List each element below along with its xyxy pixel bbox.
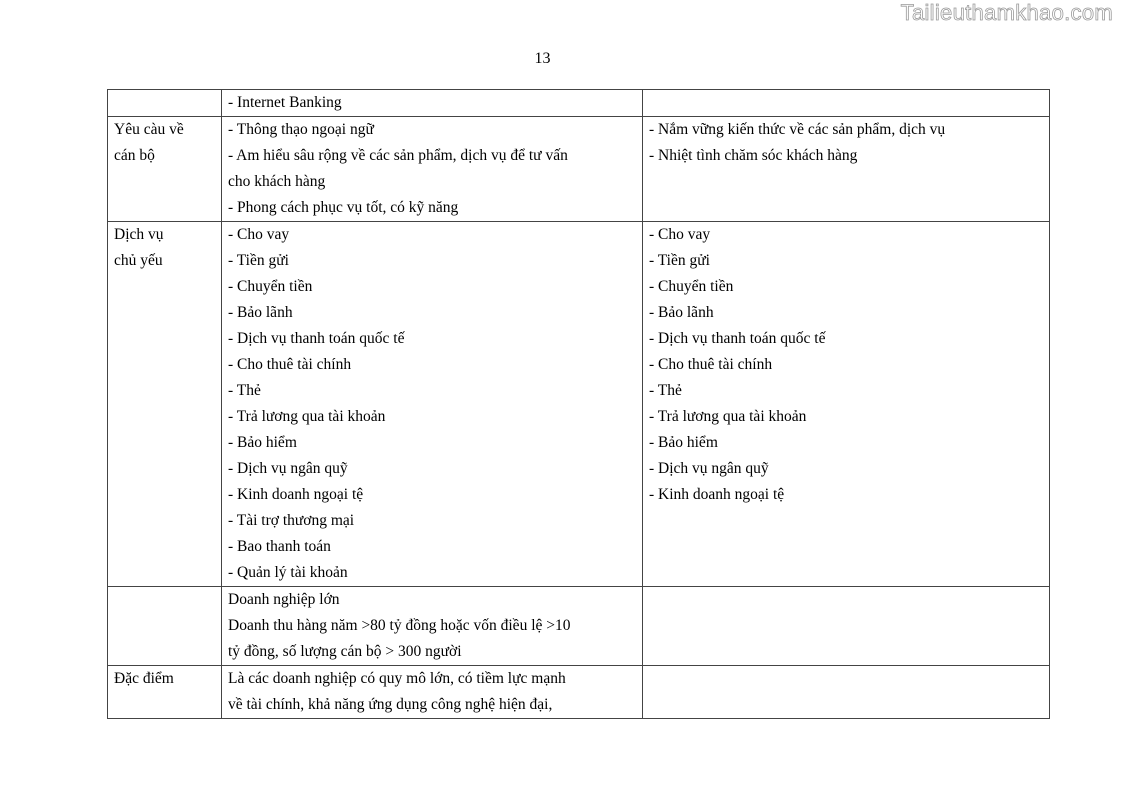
list-item: - Bảo lãnh [649,304,714,321]
list-item: - Tiền gửi [228,252,289,269]
list-item: - Chuyển tiền [228,278,313,295]
cell-line: - Internet Banking [228,94,342,111]
list-item: - Chuyển tiền [649,278,734,295]
cell-left [222,117,643,222]
cell-line: - Am hiểu sâu rộng về các sản phẩm, dịch vụ để tư vấn [228,147,568,164]
list-item: - Kinh doanh ngoại tệ [228,486,364,503]
page-number: 13 [534,50,551,67]
list-item: - Kinh doanh ngoại tệ [649,486,785,503]
comparison-table [107,89,1050,719]
row-label-line: Dịch vụ [114,226,164,243]
cell-left [222,90,643,117]
cell-line: Là các doanh nghiệp có quy mô lớn, có tiềm lực mạnh [228,670,566,687]
cell-line: - Phong cách phục vụ tốt, có kỹ năng [228,199,459,216]
cell-line: - Nắm vững kiến thức về các sản phẩm, dịch vụ [649,121,946,138]
row-label-cell [108,90,222,117]
row-label-line: Đặc điểm [114,670,174,687]
cell-right [643,222,1050,587]
row-label-cell [108,666,222,719]
list-item: - Bảo hiểm [649,434,718,451]
table-row-characteristics [108,666,1050,719]
table-row-main-services [108,222,1050,587]
cell-left [222,222,643,587]
row-label-cell [108,222,222,587]
cell-line: tỷ đồng, số lượng cán bộ > 300 người [228,643,462,660]
list-item: - Cho vay [228,226,290,243]
row-label-cell [108,587,222,666]
list-item: - Tài trợ thương mại [228,512,355,529]
table-row-internet-banking [108,90,1050,117]
list-item: - Bảo hiểm [228,434,297,451]
cell-line: - Nhiệt tình chăm sóc khách hàng [649,147,858,164]
row-label-line: Yêu càu về [114,121,184,138]
list-item: - Thẻ [649,382,682,399]
cell-line: Doanh thu hàng năm >80 tỷ đồng hoặc vốn điều lệ >10 [228,617,571,634]
list-item: - Cho thuê tài chính [228,356,352,373]
row-label-line: chủ yếu [114,252,163,269]
cell-line: về tài chính, khả năng ứng dụng công nghệ hiện đại, [228,696,553,713]
list-item: - Trả lương qua tài khoản [649,408,807,425]
cell-line: cho khách hàng [228,173,326,190]
cell-line: - Thông thạo ngoại ngữ [228,121,374,138]
row-label-line: cán bộ [114,147,155,164]
cell-line: Doanh nghiệp lớn [228,591,340,608]
cell-right [643,666,1050,719]
list-item: - Bao thanh toán [228,538,331,555]
list-item: - Tiền gửi [649,252,710,269]
watermark-text: Tailieuthamkhao.com [900,0,1113,25]
cell-right [643,117,1050,222]
list-item: - Cho thuê tài chính [649,356,773,373]
list-item: - Trả lương qua tài khoản [228,408,386,425]
list-item: - Quản lý tài khoản [228,564,348,581]
row-label-cell [108,117,222,222]
cell-right [643,587,1050,666]
cell-left [222,666,643,719]
list-item: - Dịch vụ thanh toán quốc tế [228,330,405,347]
list-item: - Dịch vụ ngân quỹ [228,460,348,477]
list-item: - Thẻ [228,382,261,399]
list-item: - Cho vay [649,226,711,243]
table-row-staff-requirements [108,117,1050,222]
table-row-large-enterprise [108,587,1050,666]
list-item: - Dịch vụ ngân quỹ [649,460,769,477]
cell-left [222,587,643,666]
cell-right [643,90,1050,117]
list-item: - Dịch vụ thanh toán quốc tế [649,330,826,347]
list-item: - Bảo lãnh [228,304,293,321]
